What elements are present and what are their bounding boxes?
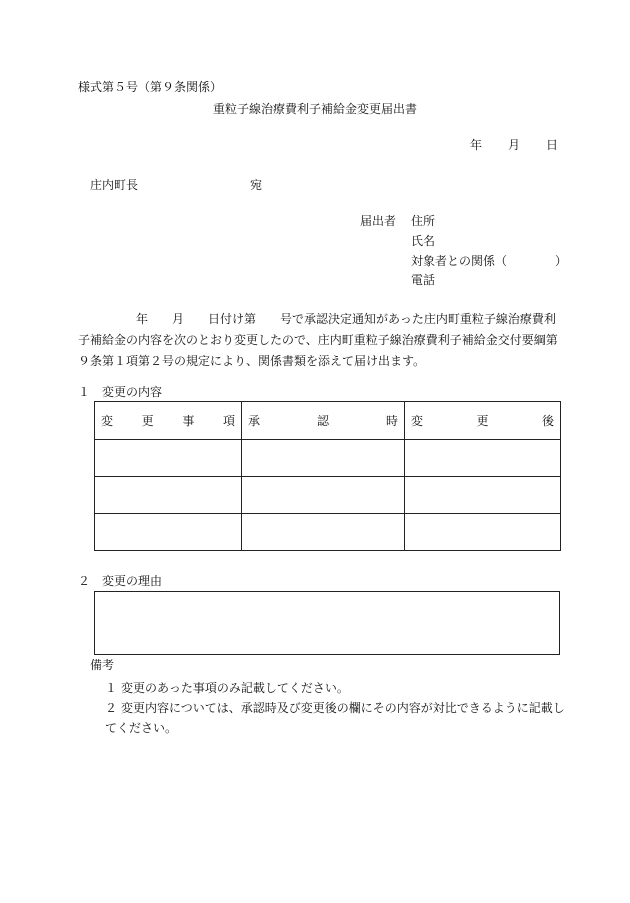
date-day: 日 (546, 138, 559, 152)
addressee-suffix: 宛 (250, 178, 263, 192)
note-text: 変更内容については、承認時及び変更後の欄にその内容が対比できるように記載し (121, 701, 565, 715)
table-cell[interactable] (242, 514, 405, 551)
header-char: 認 (316, 414, 329, 428)
header-char: 時 (385, 414, 398, 428)
body-line-2: 子補給金の内容を次のとおり変更したので、庄内町重粒子線治療費利子補給金交付要綱第 (78, 333, 558, 347)
header-char: 変 (411, 414, 424, 428)
table-cell[interactable] (95, 514, 242, 551)
changes-table (94, 401, 561, 551)
note-text-continued: てください。 (105, 721, 178, 735)
table-row (95, 514, 561, 551)
table-cell[interactable] (242, 440, 405, 477)
header-char: 更 (476, 414, 489, 428)
table-cell[interactable] (405, 477, 561, 514)
table-cell[interactable] (405, 440, 561, 477)
applicant-address-label: 住所 (411, 214, 436, 228)
body-line-1: 年 月 日付け第 号で承認決定通知があった庄内町重粒子線治療費利 (136, 312, 556, 326)
body-line-3: ９条第１項第２号の規定により、関係書類を添えて届け出ます。 (78, 354, 426, 368)
table-cell[interactable] (242, 477, 405, 514)
table-row (95, 440, 561, 477)
addressee-name: 庄内町長 (90, 178, 139, 192)
date-month: 月 (508, 138, 521, 152)
applicant-label: 届出者 (360, 214, 397, 228)
table-row (95, 477, 561, 514)
applicant-relation-label: 対象者との関係（ ） (411, 254, 568, 268)
header-char: 項 (222, 414, 235, 428)
reason-box[interactable] (94, 591, 560, 655)
note-item (105, 678, 570, 698)
section-1-title: １ 変更の内容 (78, 385, 163, 399)
section-2-title: ２ 変更の理由 (78, 574, 163, 588)
changes-table-header (95, 402, 561, 440)
table-cell[interactable] (95, 440, 242, 477)
body-text (78, 309, 562, 372)
document-title: 重粒子線治療費利子補給金変更届出書 (212, 102, 417, 116)
header-char: 後 (541, 414, 554, 428)
addressee (90, 177, 263, 193)
date-year: 年 (470, 138, 483, 152)
notes-title: 備考 (90, 658, 115, 672)
note-number: ２ (105, 701, 118, 715)
header-char: 承 (248, 414, 261, 428)
form-number: 様式第５号（第９条関係） (78, 80, 223, 94)
header-char: 事 (182, 414, 195, 428)
applicant-phone-label: 電話 (411, 273, 436, 287)
note-item (105, 698, 570, 738)
note-number: １ (105, 681, 118, 695)
header-at-approval (242, 402, 405, 440)
header-char: 変 (101, 414, 114, 428)
date-line (470, 137, 558, 153)
table-cell[interactable] (95, 477, 242, 514)
header-change-item (95, 402, 242, 440)
header-char: 更 (141, 414, 154, 428)
applicant-name-label: 氏名 (411, 234, 436, 248)
note-text: 変更のあった事項のみ記載してください。 (121, 681, 349, 695)
header-after-change (405, 402, 561, 440)
table-cell[interactable] (405, 514, 561, 551)
